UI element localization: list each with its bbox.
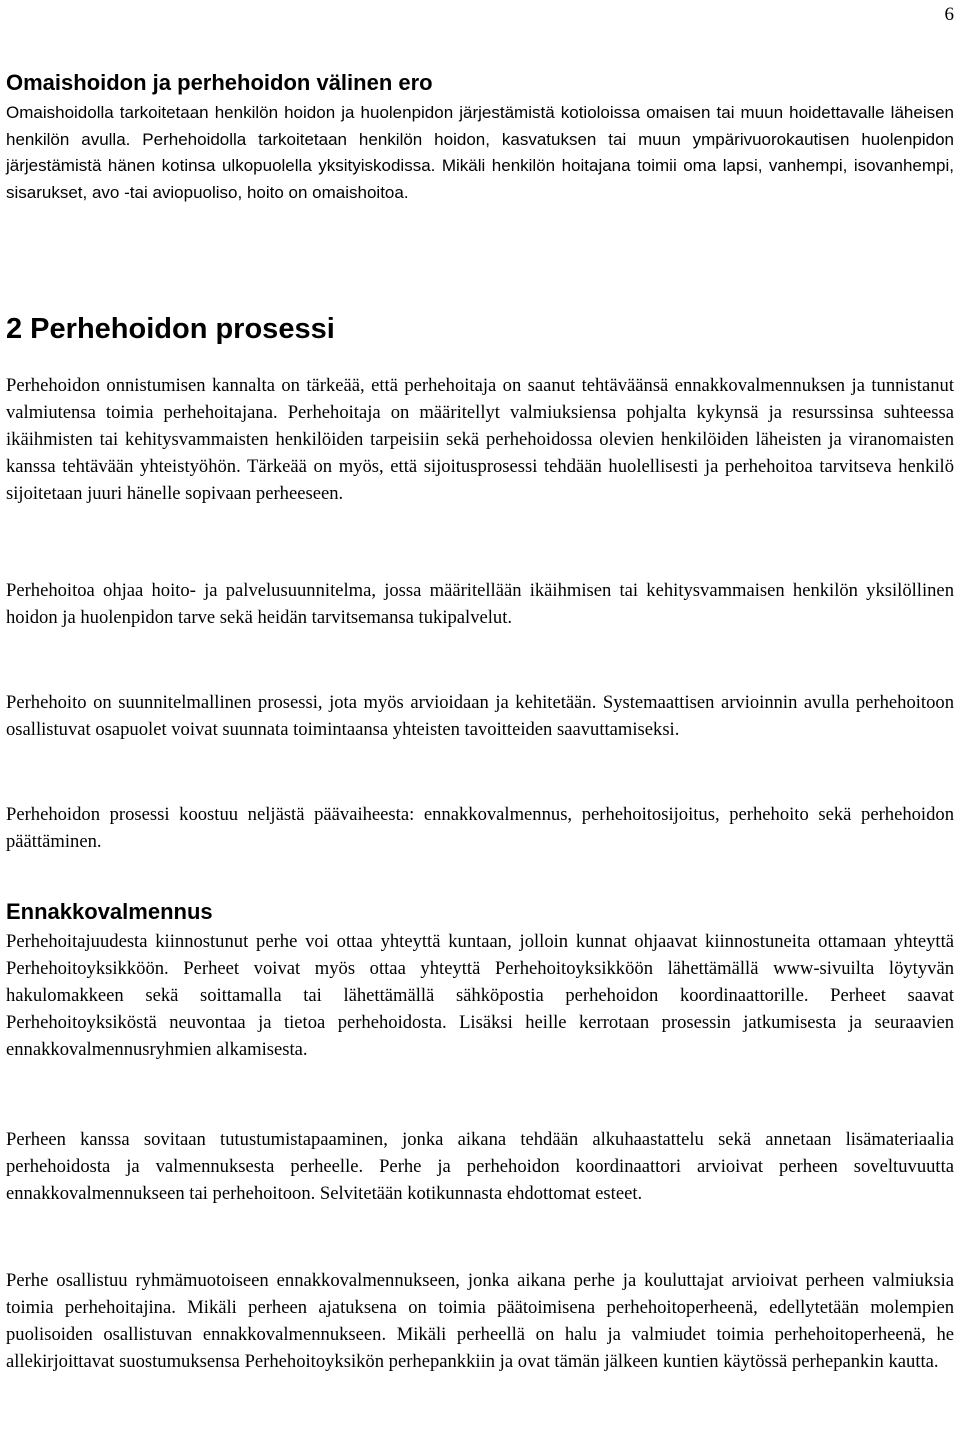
paragraph-prosessi-3: Perhehoito on suunnitelmallinen prosessi, jota myös arvioidaan ja kehitetään. Systemaattisen arvioinnin avulla perhehoitoon osallistuvat osapuolet voivat suunnata toimintaansa yhteisten tavoitteiden saavuttamiseksi. [6, 692, 954, 740]
paragraph-ennakko-2: Perheen kanssa sovitaan tutustumistapaaminen, jonka aikana tehdään alkuhaastattelu sekä annetaan lisämateriaalia perhehoidosta ja valmennuksesta perheelle. Perhe ja perhehoidon koordinaattori arvioivat perheen soveltuvuutta ennakkovalmennukseen tai perhehoitoon. Selvitetään kotikunnasta ehdottomat esteet. [6, 1129, 954, 1204]
paragraph-ennakko-3: Perhe osallistuu ryhmämuotoiseen ennakkovalmennukseen, jonka aikana perhe ja kouluttajat arvioivat perheen valmiuksia toimia perhehoitajina. Mikäli perheen ajatuksena on toimia päätoimisena perhehoitoperheenä, edellytetään molempien puolisoiden osallistuvan ennakkovalmennukseen. Mikäli perheellä on halu ja valmiudet toimia perhehoitoperheenä, he allekirjoittavat suostumuksensa Perhehoitoyksikön perhepankkiin ja ovat tämän jälkeen kuntien käytössä perhepankin kautta. [6, 1270, 954, 1372]
paragraph-prosessi-4: Perhehoidon prosessi koostuu neljästä päävaiheesta: ennakkovalmennus, perhehoitosijoitus, perhehoito sekä perhehoidon päättäminen. [6, 804, 954, 852]
paragraph-prosessi-2: Perhehoitoa ohjaa hoito- ja palvelusuunnitelma, jossa määritellään ikäihmisen tai kehitysvammaisen henkilön yksilöllinen hoidon ja huolenpidon tarve sekä heidän tarvitsemansa tukipalvelut. [6, 580, 954, 628]
page-number: 6 [944, 4, 954, 25]
paragraph-ennakko-1: Perhehoitajuudesta kiinnostunut perhe voi ottaa yhteyttä kuntaan, jolloin kunnat ohjaavat kiinnostuneita ottamaan yhteyttä Perhehoitoyksikköön. Perheet voivat myös ottaa yhteyttä Perhehoitoyksikköön lähettämällä www-sivuilta löytyvän hakulomakkeen sekä soittamalla tai lähettämällä sähköpostia perhehoidon koordinaattorille. Perheet saavat Perhehoitoyksiköstä neuvontaa ja tietoa perhehoidosta. Lisäksi heille kerrotaan prosessin jatkumisesta ja seuraavien ennakkovalmennusryhmien alkamisesta. [6, 931, 954, 1060]
paragraph-omaishoito: Omaishoidolla tarkoitetaan henkilön hoidon ja huolenpidon järjestämistä kotioloissa omaisen tai muun hoidettavalle läheisen henkilön avulla. Perhehoidolla tarkoitetaan henkilön hoidon, kasvatuksen tai muun ympärivuorokautisen huolenpidon järjestämistä hänen kotinsa ulkopuolella yksityiskodissa. Mikäli henkilön hoitajana toimii oma lapsi, vanhempi, isovanhempi, sisarukset, avo -tai aviopuoliso, hoito on omaishoitoa. [6, 103, 954, 202]
section-heading-ennakkovalmennus: Ennakkovalmennus [6, 899, 213, 924]
paragraph-prosessi-1: Perhehoidon onnistumisen kannalta on tärkeää, että perhehoitaja on saanut tehtäväänsä ennakkovalmennuksen ja tunnistanut valmiutensa toimia perhehoitajana. Perhehoitaja on määritellyt valmiuksiensa pohjalta kykynsä ja resurssinsa suhteessa ikäihmisten tai kehitysvammaisten henkilöiden tarpeisiin sekä perhehoidossa olevien henkilöiden läheisten ja viranomaisten kanssa tehtävään yhteistyöhön. Tärkeää on myös, että sijoitusprosessi tehdään huolellisesti ja perhehoitoa tarvitseva henkilö sijoitetaan juuri hänelle sopivaan perheeseen. [6, 375, 954, 504]
chapter-heading: 2 Perhehoidon prosessi [6, 313, 335, 345]
section-heading-omaishoito: Omaishoidon ja perhehoidon välinen ero [6, 70, 433, 95]
